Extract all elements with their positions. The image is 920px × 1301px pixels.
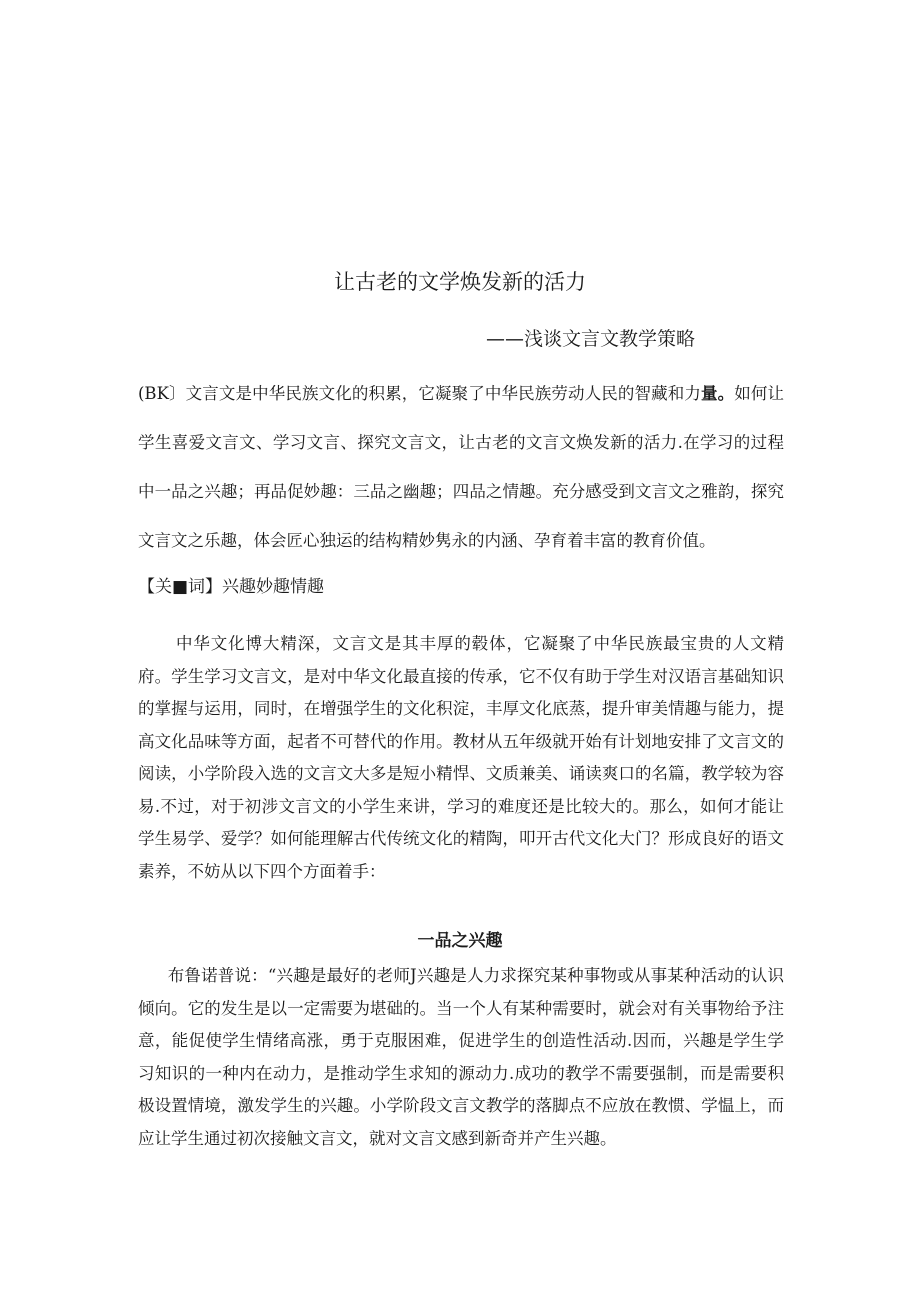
section-heading: 一品之兴趣 xyxy=(417,931,503,951)
abstract-lead: (BK〕文言文是中华民族文化的积累，它凝聚了中华民族劳动人民的智藏和力 xyxy=(138,384,702,403)
keywords-line: 【关■词】兴趣妙趣情趣 xyxy=(138,577,325,597)
document-subtitle: ——浅谈文言文教学策略 xyxy=(486,328,696,350)
document-title: 让古老的文学焕发新的活力 xyxy=(334,270,586,294)
section-paragraph: 布鲁诺普说：“兴趣是最好的老师J兴趣是人力求探究某种事物或从事某种活动的认识倾向。它的发生是以一定需要为堪础的。当一个人有某种需要时，就会对有关事物给予注意，能促使学生情绪高涨，勇于克服困难，促进学生的创造性活动.因而，兴趣是学生学习知识的一种内在动力，是推动学生求知的源动力.成功的教学不需要强制，而是需要积极设置情境，激发学生的兴趣。小学阶段文言文教学的落脚点不应放在教惯、学愠上，而应让学生通过初次接触文言文，就对文言文感到新奇并产生兴趣。 xyxy=(138,966,784,1148)
abstract-paragraph xyxy=(138,369,784,565)
abstract-rest: 如何让学生喜爱文言文、学习文言、探究文言文，让古老的文言文焕发新的活力.在学习的过程中一品之兴趣；再品促妙趣：三品之幽趣；四品之情趣。充分感受到文言文之雅韵，探究文言文之乐趣，体会匠心独运的结构精妙隽永的内涵、孕育着丰富的教育价值。 xyxy=(138,384,785,550)
abstract-emphasis: 量。 xyxy=(701,384,735,403)
intro-paragraph: 中华文化博大精深，文言文是其丰厚的毂体，它凝聚了中华民族最宝贵的人文精府。学生学习文言文，是对中华文化最直接的传承，它不仅有助于学生对汉语言基础知识的掌握与运用，同时，在增强学生的文化积淀，丰厚文化底蒸，提升审美情趣与能力，提高文化品味等方面，起者不可替代的作用。教材从五年级就开始有计划地安排了文言文的阅读，小学阶段入选的文言文大多是短小精悍、文质兼美、诵读爽口的名篇，教学较为容易.不过，对于初涉文言文的小学生来讲，学习的难度还是比较大的。那么，如何才能让学生易学、爱学？如何能理解古代传统文化的精陶，叩开古代文化大门？形成良好的语文素养，不妨从以下四个方面着手： xyxy=(138,634,784,881)
